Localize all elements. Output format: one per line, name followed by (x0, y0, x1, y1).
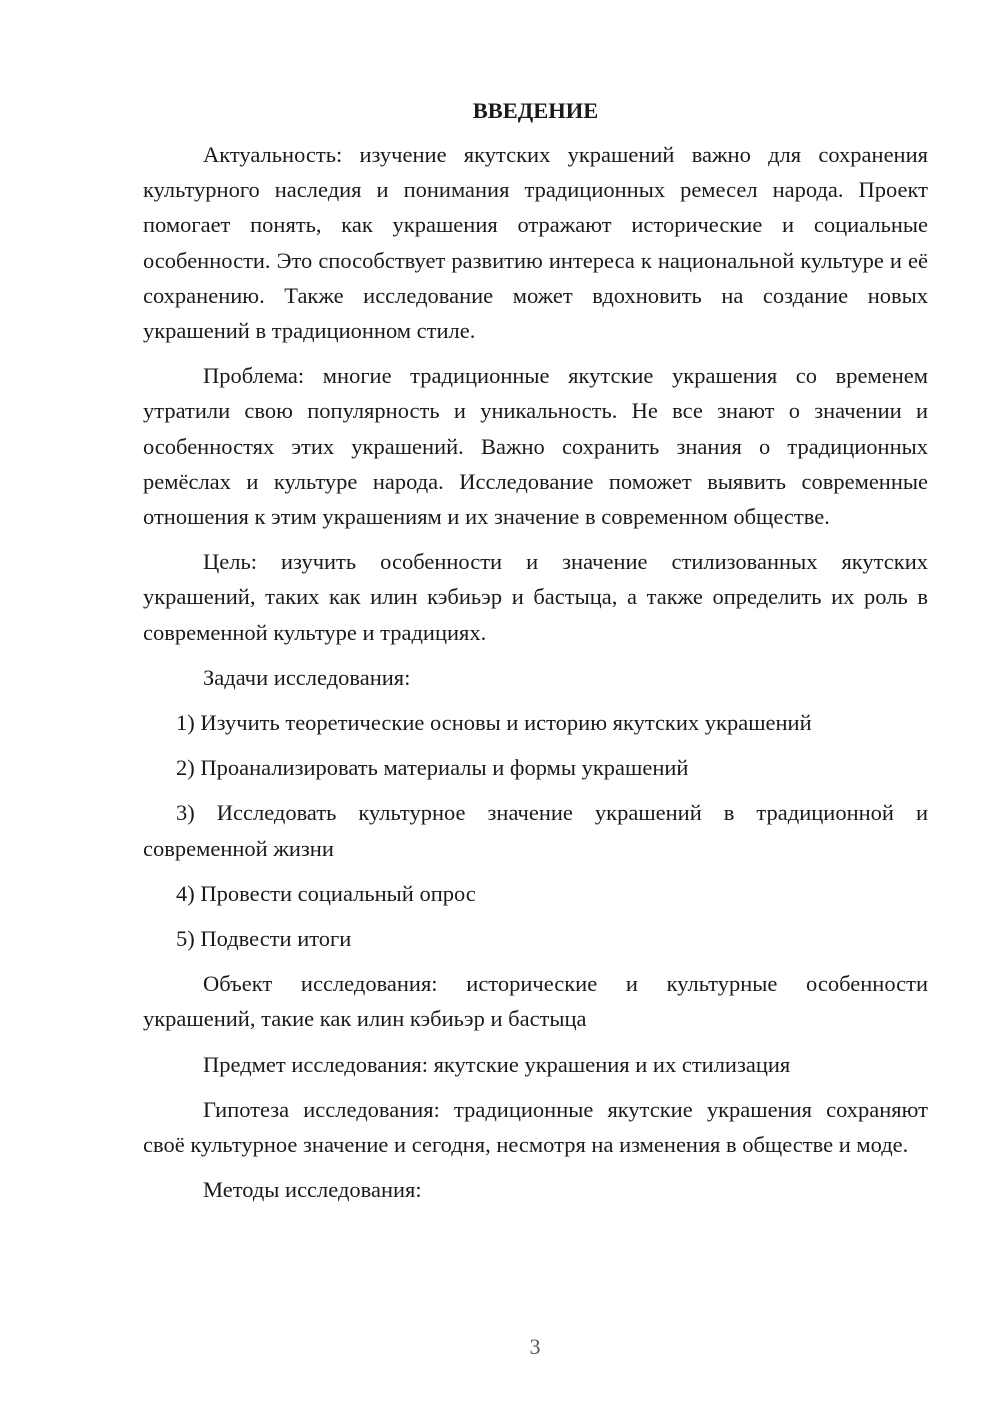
task-item-1: 1) Изучить теоретические основы и историю якутских украшений (176, 710, 812, 736)
goal-paragraph: Цель: изучить особенности и значение стилизованных якутских украшений, таких как илин кэбиьэр и бастыца, а также определить их роль в современной культуре и традициях. (143, 549, 928, 645)
problem-paragraph: Проблема: многие традиционные якутские украшения со временем утратили свою популярность и уникальность. Не все знают о значении и особенностях этих украшений. Важно сохранить знания о традиционных ремёслах и культуре народа. Исследование поможет выявить современные отношения к этим украшениям и их значение в современном обществе. (143, 363, 928, 530)
document-page (143, 96, 928, 1217)
relevance-paragraph: Актуальность: изучение якутских украшений важно для сохранения культурного наследия и понимания традиционных ремесел народа. Проект помогает понять, как украшения отражают исторические и социальные особенности. Это способствует развитию интереса к национальной культуре и её сохранению. Также исследование может вдохновить на создание новых украшений в традиционном стиле. (143, 142, 928, 344)
subject-paragraph: Предмет исследования: якутские украшения и их стилизация (203, 1051, 791, 1077)
tasks-heading: Задачи исследования: (203, 664, 411, 690)
hypothesis-paragraph: Гипотеза исследования: традиционные якутские украшения сохраняют своё культурное значение и сегодня, несмотря на изменения в обществе и моде. (143, 1096, 928, 1158)
task-item-4: 4) Провести социальный опрос (176, 880, 476, 906)
object-paragraph: Объект исследования: исторические и культурные особенности украшений, такие как илин кэбиьэр и бастыца (143, 971, 928, 1032)
page-number: 3 (529, 1334, 541, 1359)
task-item-5: 5) Подвести итоги (176, 926, 352, 952)
task-item-3: 3) Исследовать культурное значение украшений в традиционной и современной жизни (143, 800, 928, 861)
methods-heading: Методы исследования: (203, 1177, 422, 1203)
task-item-2: 2) Проанализировать материалы и формы украшений (176, 755, 689, 781)
page-title: ВВЕДЕНИЕ (472, 98, 599, 123)
